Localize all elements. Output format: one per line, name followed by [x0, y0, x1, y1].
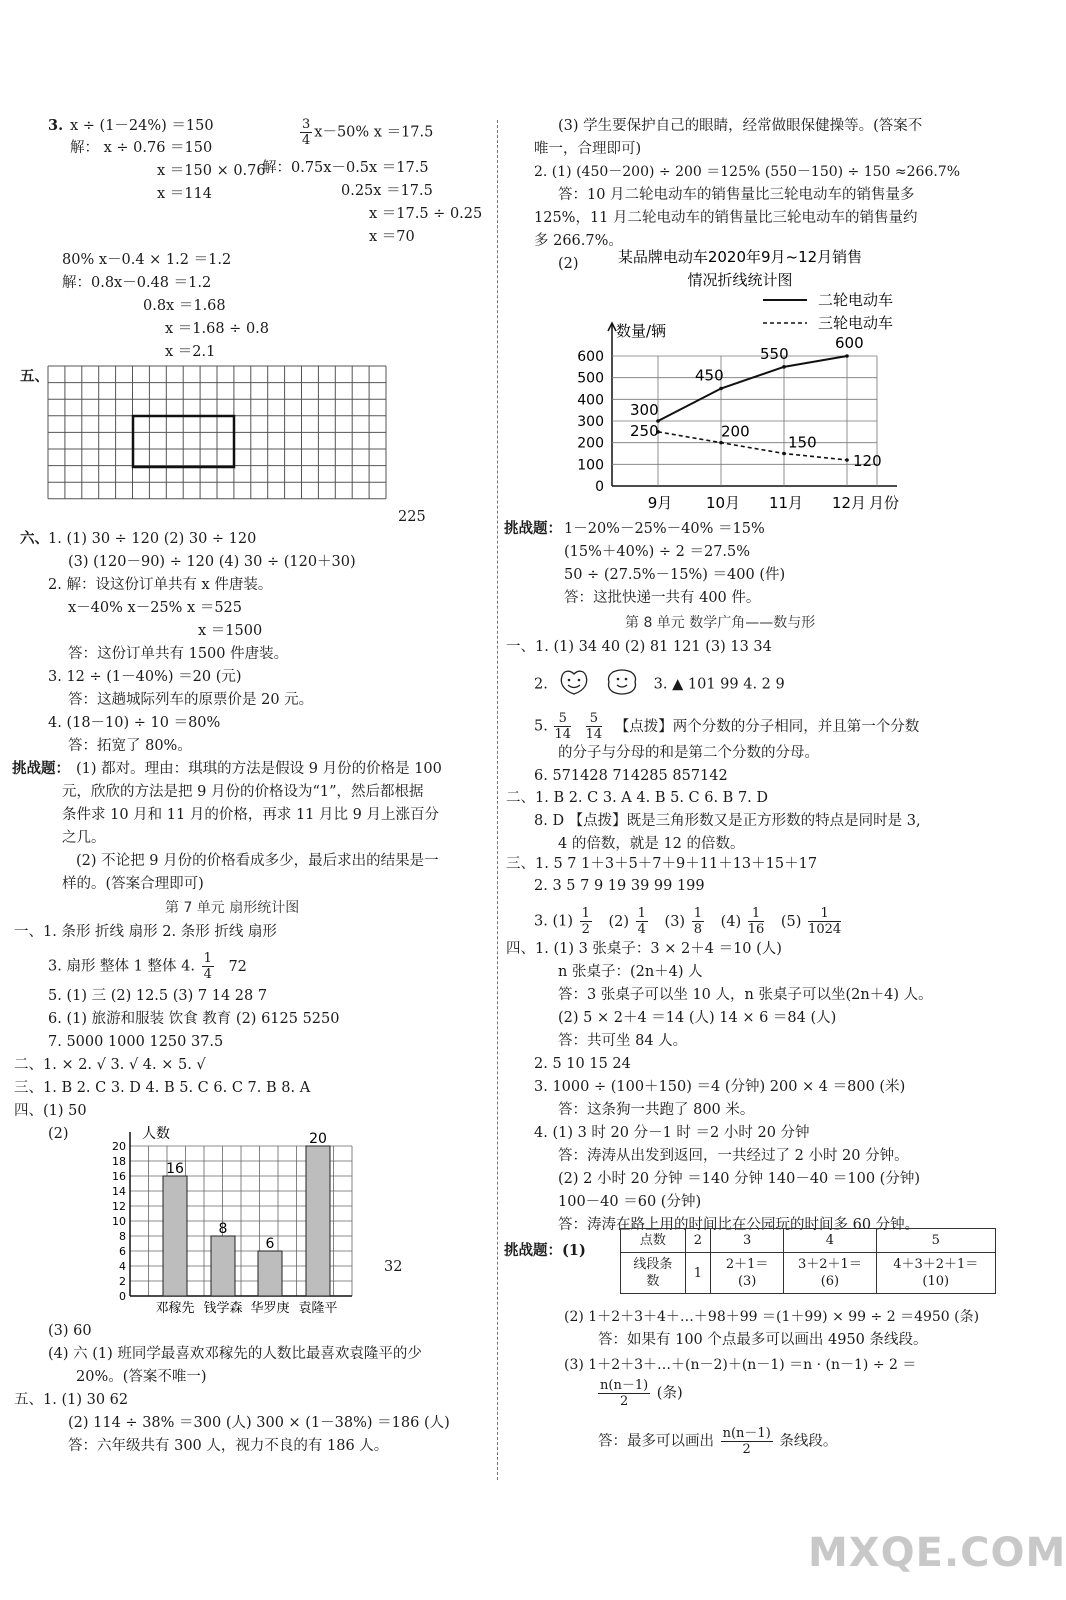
answer-line: 5. $\frac{5}{14}$ $\frac{5}{14}$ 【点拨】两个分数的分子相同，并且第一个分数: [534, 711, 920, 742]
y-tick-label: 200: [577, 435, 604, 452]
y-tick-label: 12: [112, 1200, 126, 1213]
x-tick-label: 10月: [705, 494, 741, 512]
answer-line: 2. (1) (450－200) ÷ 200 ＝125% (550－150) ÷ 150 ≈266.7%: [534, 164, 961, 180]
table-cell: 4: [784, 1229, 876, 1253]
table-cell: 4＋3＋2＋1＝(10): [876, 1253, 995, 1294]
answer-line: 四、1. (1) 3 张桌子：3 × 2＋4 ＝10 (人): [506, 941, 782, 957]
eq2-step: 0.25x ＝17.5: [341, 183, 433, 199]
y-tick-label: 600: [577, 349, 604, 365]
answer-line: 答：3 张桌子可以坐 10 人，n 张桌子可以坐(2n＋4) 人。: [558, 987, 933, 1003]
answer-line: 6. (1) 旅游和服装 饮食 教育 (2) 6125 5250: [48, 1011, 340, 1027]
data-label: 550: [760, 344, 789, 363]
fraction: $\frac{1}{4}$: [203, 951, 212, 982]
answer-line: 8. D 【点拨】既是三角形数又是正方形数的特点是同时是 3,: [534, 813, 921, 829]
answer-line: 样的。(答案合理即可): [62, 876, 204, 892]
chart-title: 某品牌电动车2020年9月~12月销售: [617, 248, 863, 266]
y-tick-label: 6: [119, 1245, 126, 1258]
answer-line: (3) (120－90) ÷ 120 (4) 30 ÷ (120＋30): [68, 554, 356, 570]
section-6-label: 六、: [20, 530, 49, 547]
data-point: [719, 387, 723, 391]
table-cell: 2: [685, 1229, 710, 1253]
answer-line: 3. 扇形 整体 1 整体 4. $\frac{1}{4}$ 72: [48, 951, 247, 982]
data-label: 450: [695, 366, 724, 385]
answer-line: 2. 3 5 7 9 19 39 99 199: [534, 878, 705, 894]
data-point: [845, 458, 849, 462]
answer-line: 答：共可坐 84 人。: [558, 1033, 688, 1049]
eq1-step: x ＝150 × 0.76: [157, 163, 266, 179]
answer-line: 多 266.7%。: [534, 233, 623, 249]
table-cell: 1: [685, 1253, 710, 1294]
series-line: [658, 356, 847, 421]
answer-line: 答：如果有 100 个点最多可以画出 4950 条线段。: [598, 1332, 928, 1348]
data-label: 120: [853, 452, 882, 470]
challenge-label: 挑战题：: [504, 520, 562, 537]
x-tick-label: 邓稼先: [155, 1301, 195, 1316]
eq1-step: x ＝114: [157, 186, 212, 202]
chart-subtitle: 情况折线统计图: [687, 271, 793, 289]
smiley-face-icon: [558, 668, 590, 701]
answer-line: (2) 2 小时 20 分钟 ＝140 分钟 140－40 ＝100 (分钟): [558, 1171, 920, 1187]
answer-line: $\frac{n(n-1)}{2}$ (条): [600, 1378, 683, 1409]
data-label: 300: [630, 401, 659, 419]
answer-line: 五、1. (1) 30 62: [14, 1392, 129, 1408]
equation-2: $\frac{3}{4}$ x－50% x ＝17.5: [302, 117, 434, 148]
column-divider: [497, 120, 498, 1480]
equation-3: 80% x－0.4 × 1.2 ＝1.2: [62, 252, 232, 268]
answer-line: 答：涛涛从出发到返回，一共经过了 2 小时 20 分钟。: [558, 1148, 909, 1164]
bar-chart: [100, 1118, 370, 1323]
y-tick-label: 300: [577, 414, 604, 430]
data-point: [782, 365, 786, 369]
answer-line: 元，欣欣的方法是把 9 月份的价格设为“1”，然后都根据: [62, 784, 424, 800]
fraction: $\frac{1}{1024}$: [808, 906, 842, 937]
y-axis-label: 人数: [142, 1126, 170, 1142]
answer-line: 1. (1) 30 ÷ 120 (2) 30 ÷ 120: [48, 531, 257, 547]
answer-line: 20%。(答案不唯一): [76, 1369, 207, 1385]
answer-line: 答：最多可以画出 $\frac{n(n-1)}{2}$ 条线段。: [598, 1426, 838, 1457]
answer-line: 7. 5000 1000 1250 37.5: [48, 1034, 224, 1050]
table-cell: 2＋1＝(3): [711, 1253, 784, 1294]
y-tick-label: 0: [595, 479, 604, 495]
y-axis-label: 数量/辆: [616, 322, 667, 340]
y-tick-label: 20: [112, 1140, 126, 1153]
y-tick-label: 4: [119, 1260, 126, 1273]
table-cell: 3＋2＋1＝(6): [784, 1253, 876, 1294]
answer-line: 2. 5 10 15 24: [534, 1056, 631, 1072]
answer-line: 4. (18－10) ÷ 10 ＝80%: [48, 715, 221, 731]
answer-line: (2) 114 ÷ 38% ＝300 (人) 300 × (1－38%) ＝186 (人): [68, 1415, 450, 1431]
table-cell: 3: [711, 1229, 784, 1253]
points-table: [620, 1228, 996, 1294]
data-label: 150: [788, 433, 817, 452]
answer-line: (3) 60: [48, 1323, 92, 1339]
answer-line: 一、1. (1) 34 40 (2) 81 121 (3) 13 34: [506, 639, 772, 655]
eq2-step: x ＝70: [369, 229, 415, 245]
answer-line: 答：这批快递一共有 400 件。: [564, 590, 761, 606]
x-axis-label: 月份: [868, 494, 899, 512]
answer-line: 的分子与分母的和是第二个分数的分母。: [558, 745, 819, 761]
answer-line: (1) 都对。理由：琪琪的方法是假设 9 月份的价格是 100: [76, 761, 442, 777]
challenge-label: 挑战题：: [12, 760, 70, 777]
answer-line: 答：六年级共有 300 人，视力不良的有 186 人。: [68, 1438, 389, 1454]
answer-line: 答：这条狗一共跑了 800 米。: [558, 1102, 755, 1118]
answer-line: (15%＋40%) ÷ 2 ＝27.5%: [564, 544, 751, 560]
fraction: $\frac{1}{2}$: [581, 906, 590, 937]
answer-line: 四、(1) 50: [14, 1103, 87, 1119]
answer-line: 4 的倍数，就是 12 的倍数。: [558, 836, 745, 852]
answer-line: (4) 六 (1) 班同学最喜欢邓稼先的人数比最喜欢袁隆平的少: [48, 1346, 422, 1362]
answer-line: 之几。: [62, 830, 106, 846]
line-chart: [560, 244, 940, 516]
answer-line: 3. (1) $\frac{1}{2}$ (2) $\frac{1}{4}$ (3) $\frac{1}{8}$ (4) $\frac{1}{16}$ (5) $\frac{1}{1024}$: [534, 906, 842, 937]
table-cell: 线段条数: [621, 1253, 686, 1294]
data-point: [782, 452, 786, 456]
answer-line: 答：这趟城际列车的原票价是 20 元。: [68, 692, 314, 708]
answer-line: 条件求 10 月和 11 月的价格，再求 11 月比 9 月上涨百分: [62, 807, 439, 823]
eq3-step: x ＝2.1: [165, 344, 216, 360]
table-row: [621, 1253, 996, 1294]
data-label: 250: [630, 421, 659, 440]
answer-line: 二、1. × 2. √ 3. √ 4. × 5. √: [14, 1057, 206, 1073]
answer-line: 答：10 月二轮电动车的销售量比三轮电动车的销售量多: [558, 187, 915, 203]
section-5-label: 五、: [20, 368, 49, 385]
area-value: 225: [398, 509, 426, 525]
x-tick-label: 华罗庚: [250, 1301, 290, 1316]
eq1-step: 解： x ÷ 0.76 ＝150: [70, 140, 213, 156]
unit-8-title: 第 8 单元 数学广角——数与形: [625, 615, 816, 631]
series-line: [658, 432, 847, 460]
answer-line: (3) 1＋2＋3＋…＋(n－2)＋(n－1) ＝n · (n－1) ÷ 2 ＝: [564, 1357, 917, 1373]
answer-line: 一、1. 条形 折线 扇形 2. 条形 折线 扇形: [14, 924, 277, 940]
x-tick-label: 12月: [831, 494, 867, 512]
x-tick-label: 9月: [647, 494, 673, 512]
answer-line: 答：涛涛在路上用的时间比在公园玩的时间多 60 分钟。: [558, 1217, 920, 1233]
y-tick-label: 0: [119, 1290, 126, 1303]
answer-line: 3. 12 ÷ (1－40%) ＝20 (元): [48, 669, 242, 685]
answer-line: 125%，11 月二轮电动车的销售量比三轮电动车的销售量约: [534, 210, 918, 226]
data-label: 6: [265, 1236, 275, 1252]
answer-line: (2): [48, 1126, 69, 1142]
answer-line: (3) 学生要保护自己的眼睛，经常做眼保健操等。(答案不: [558, 118, 923, 134]
bar: [211, 1236, 235, 1296]
y-tick-label: 8: [119, 1230, 126, 1243]
bar: [306, 1146, 330, 1296]
eq2-step: 解：0.75x－0.5x ＝17.5: [262, 160, 429, 176]
fraction: $\frac{3}{4}$: [302, 117, 311, 148]
page-number: 32: [384, 1259, 403, 1275]
answer-line: x－40% x－25% x ＝525: [68, 600, 242, 616]
answer-line: 三、1. 5 7 1＋3＋5＋7＋9＋11＋13＋15＋17: [506, 856, 818, 872]
data-label: 8: [218, 1221, 228, 1237]
answer-line: 3. 1000 ÷ (100＋150) ＝4 (分钟) 200 × 4 ＝800 (米): [534, 1079, 906, 1095]
y-tick-label: 100: [577, 457, 604, 474]
table-row: [621, 1229, 996, 1253]
fraction: $\frac{1}{16}$: [747, 906, 765, 937]
equation-1: x ÷ (1－24%) ＝150: [70, 118, 214, 134]
answer-line: 2. 3. ▲ 101 99 4. 2 9: [534, 668, 785, 701]
answer-line: x ＝1500: [198, 623, 263, 639]
grid-diagram: [48, 366, 390, 500]
answer-line: 答：这份订单共有 1500 件唐装。: [68, 646, 289, 662]
eq3-step: x ＝1.68 ÷ 0.8: [165, 321, 269, 337]
answer-line: (2) 不论把 9 月份的价格看成多少，最后求出的结果是一: [76, 853, 439, 869]
fraction: $\frac{1}{4}$: [637, 906, 646, 937]
eq3-step: 解：0.8x－0.48 ＝1.2: [62, 275, 212, 291]
fraction: $\frac{n(n-1)}{2}$: [600, 1378, 649, 1409]
table-cell: 5: [876, 1229, 995, 1253]
legend-label: 二轮电动车: [818, 291, 894, 309]
x-tick-label: 11月: [768, 494, 804, 512]
eq2-step: x ＝17.5 ÷ 0.25: [369, 206, 483, 222]
bar: [258, 1251, 282, 1296]
answer-line: 答：拓宽了 80%。: [68, 738, 192, 754]
y-tick-label: 10: [112, 1215, 126, 1228]
fraction: $\frac{5}{14}$: [554, 711, 571, 742]
answer-line: 100－40 ＝60 (分钟): [558, 1194, 702, 1210]
x-tick-label: 袁隆平: [298, 1301, 338, 1316]
fraction: $\frac{1}{8}$: [693, 906, 702, 937]
watermark: MXQE.COM: [808, 1530, 1066, 1576]
answer-line: 三、1. B 2. C 3. D 4. B 5. C 6. C 7. B 8. A: [14, 1080, 311, 1096]
q3-number: 3.: [48, 117, 64, 134]
answer-line: 50 ÷ (27.5%－15%) ＝400 (件): [564, 567, 786, 583]
legend-label: 三轮电动车: [818, 314, 894, 332]
y-tick-label: 18: [112, 1155, 126, 1168]
bar: [163, 1176, 187, 1296]
y-tick-label: 400: [577, 392, 604, 409]
fraction: $\frac{5}{14}$: [585, 711, 603, 742]
answer-line: 1－20%－25%－40% ＝15%: [564, 521, 765, 537]
data-label: 16: [166, 1161, 184, 1177]
answer-line: (2) 5 × 2＋4 ＝14 (人) 14 × 6 ＝84 (人): [558, 1010, 837, 1026]
answer-line: 二、1. B 2. C 3. A 4. B 5. C 6. B 7. D: [506, 790, 769, 806]
eq3-step: 0.8x ＝1.68: [143, 298, 226, 314]
x-tick-label: 钱学森: [203, 1301, 243, 1316]
answer-line: 5. (1) 三 (2) 12.5 (3) 7 14 28 7: [48, 988, 268, 1004]
data-point: [845, 354, 849, 358]
data-point: [719, 441, 723, 445]
y-tick-label: 2: [119, 1275, 126, 1288]
y-tick-label: 16: [112, 1170, 126, 1183]
unit-7-title: 第 7 单元 扇形统计图: [165, 900, 300, 916]
data-label: 200: [721, 422, 750, 441]
data-label: 20: [309, 1131, 327, 1147]
answer-line: 唯一，合理即可): [534, 141, 642, 157]
data-label: 600: [835, 334, 864, 352]
y-tick-label: 14: [112, 1185, 126, 1198]
answer-line: (2) 1＋2＋3＋4＋…＋98＋99 ＝(1＋99) × 99 ÷ 2 ＝4950 (条): [564, 1309, 980, 1325]
answer-line: 2. 解：设这份订单共有 x 件唐装。: [48, 577, 273, 593]
y-tick-label: 500: [577, 370, 604, 387]
answer-line: n 张桌子：(2n＋4) 人: [558, 964, 703, 980]
challenge-label: 挑战题：(1): [504, 1242, 586, 1259]
answer-line: 4. (1) 3 时 20 分－1 时 ＝2 小时 20 分钟: [534, 1125, 810, 1141]
table-cell: 点数: [621, 1229, 686, 1253]
cloud-face-icon: [605, 668, 639, 701]
answer-line: (2): [558, 256, 579, 272]
fraction: $\frac{n(n-1)}{2}$: [722, 1426, 771, 1457]
answer-line: 6. 571428 714285 857142: [534, 768, 728, 784]
